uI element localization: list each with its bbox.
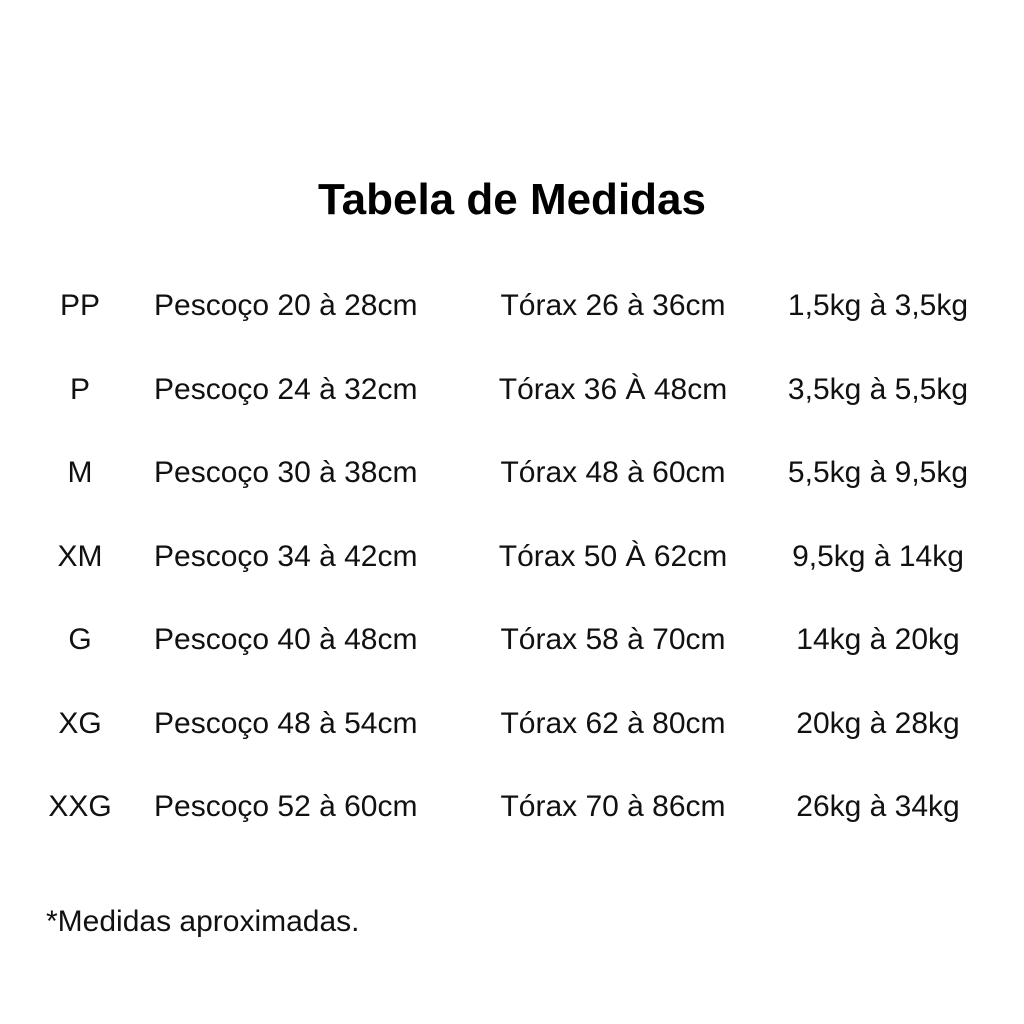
chest-measure: Tórax 26 à 36cm [500, 289, 726, 322]
table-row [0, 276, 1024, 360]
neck-measure: Pescoço 40 à 48cm [154, 623, 418, 656]
size-label: P [69, 372, 90, 406]
weight-range: 5,5kg à 9,5kg [787, 456, 969, 489]
neck-measure: Pescoço 34 à 42cm [154, 539, 418, 573]
weight-range: 1,5kg à 3,5kg [787, 289, 969, 322]
table-row [0, 443, 1024, 527]
chest-measure: Tórax 70 à 86cm [500, 790, 726, 823]
size-label: M [67, 456, 93, 489]
chest-measure: Tórax 62 à 80cm [500, 706, 726, 740]
chest-measure: Tórax 36 À 48cm [498, 372, 728, 406]
weight-range: 3,5kg à 5,5kg [787, 372, 969, 406]
size-label: G [68, 623, 92, 656]
page-title: Tabela de Medidas [318, 175, 706, 224]
weight-range: 20kg à 28kg [796, 706, 960, 740]
chest-measure: Tórax 58 à 70cm [500, 623, 726, 656]
table-row [0, 610, 1024, 694]
table-row [0, 694, 1024, 778]
neck-measure: Pescoço 20 à 28cm [154, 289, 418, 322]
neck-measure: Pescoço 24 à 32cm [154, 372, 418, 406]
chest-measure: Tórax 50 À 62cm [498, 539, 728, 573]
weight-range: 14kg à 20kg [796, 623, 960, 656]
size-label: XG [58, 706, 102, 740]
size-table [0, 276, 1024, 861]
size-label: XM [57, 539, 103, 573]
neck-measure: Pescoço 48 à 54cm [154, 706, 418, 740]
size-label: PP [59, 289, 101, 322]
weight-range: 9,5kg à 14kg [792, 539, 964, 573]
neck-measure: Pescoço 30 à 38cm [154, 456, 418, 489]
chest-measure: Tórax 48 à 60cm [500, 456, 726, 489]
table-row [0, 360, 1024, 444]
weight-range: 26kg à 34kg [796, 790, 960, 823]
neck-measure: Pescoço 52 à 60cm [154, 790, 418, 823]
table-row [0, 527, 1024, 611]
table-row [0, 777, 1024, 861]
size-label: XXG [48, 790, 112, 823]
footnote: *Medidas aproximadas. [46, 905, 360, 938]
